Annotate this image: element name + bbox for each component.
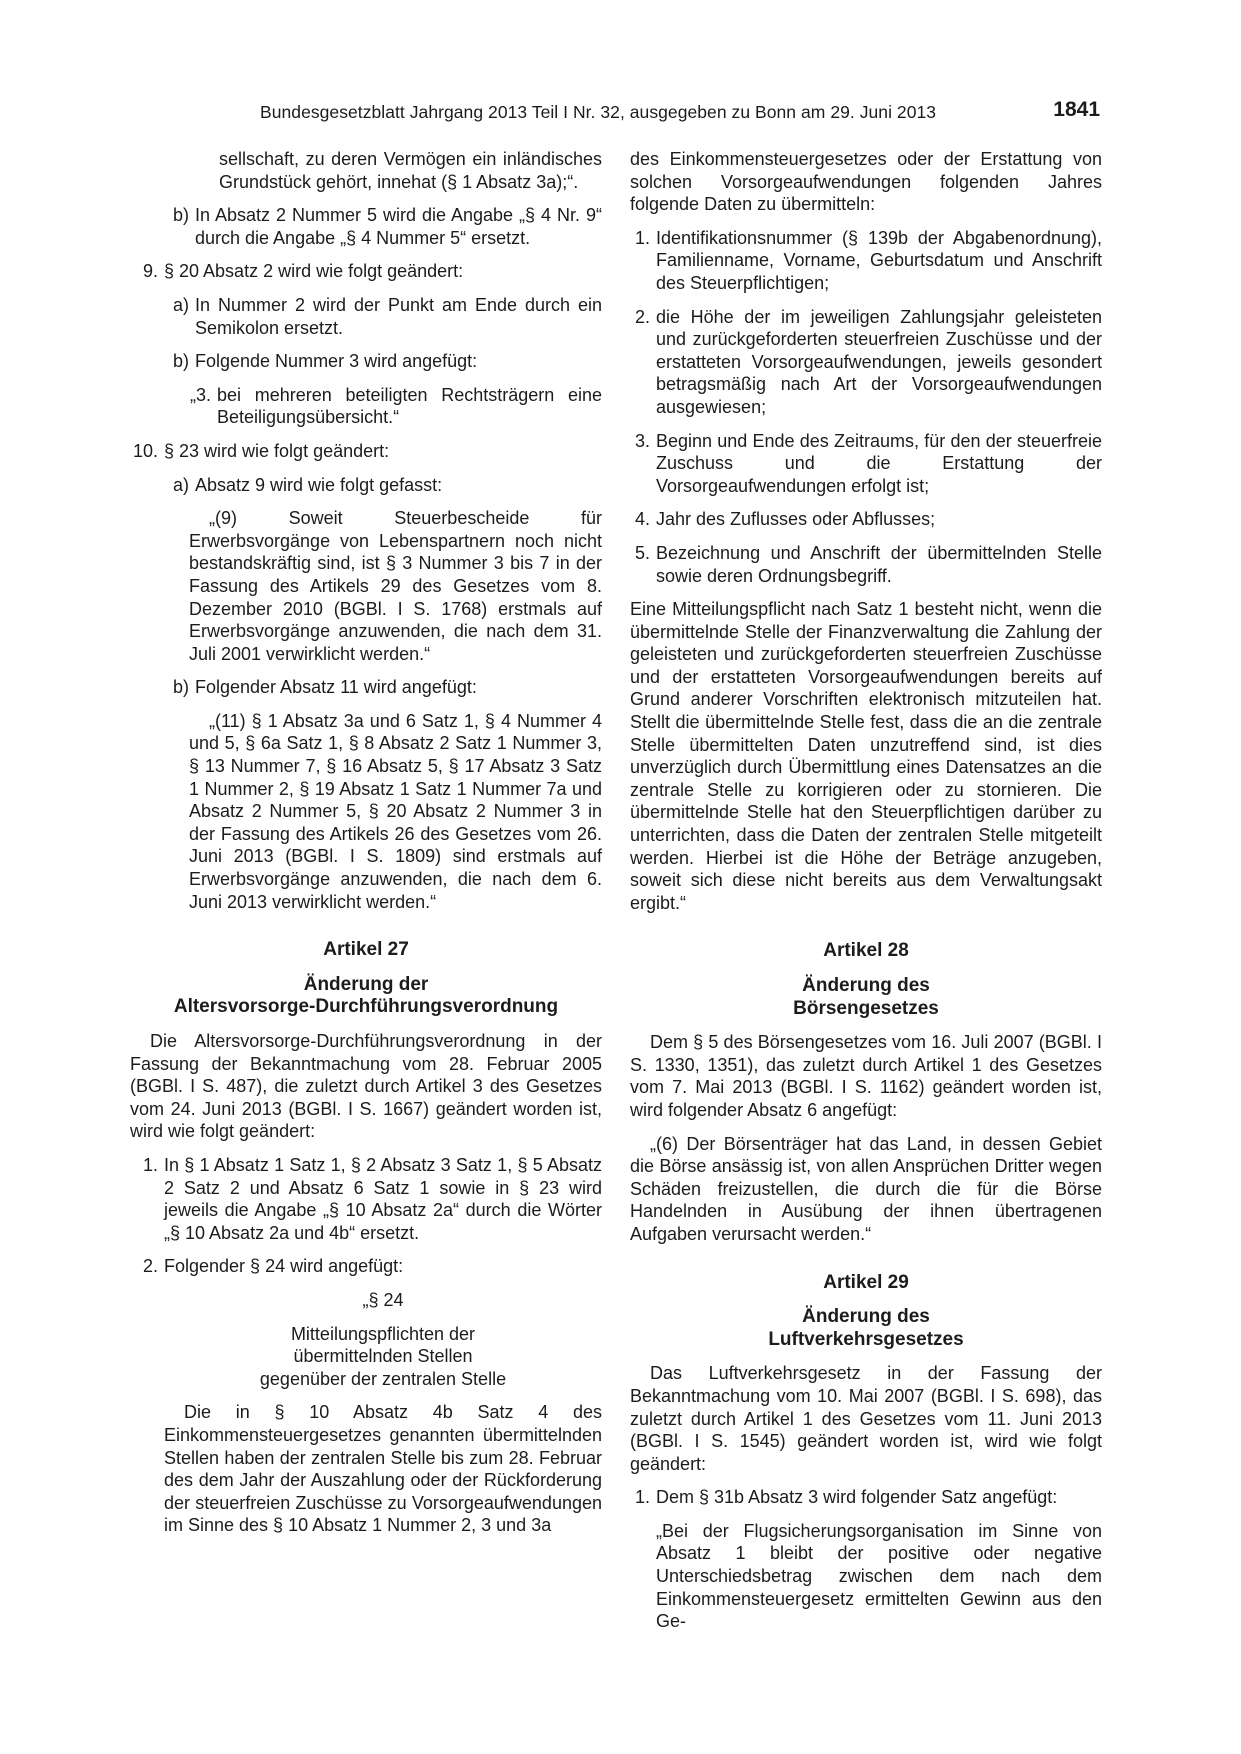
left-column [130, 148, 602, 1537]
closing-paragraph: Eine Mitteilungspflicht nach Satz 1 besteht nicht, wenn die übermittelnde Stelle der Finanzverwaltung die Zahlung der geleisteten und zurückgeforderten steuerfreien Zuschüsse und der erstatteten Vorsorgeaufwendungen bereits auf Grund anderer Vorschriften elektronisch mitzuteilen hat. Stellt die übermittelnde Stelle fest, dass die an die zentrale Stelle übermittelten Daten unzutreffend sind, ist dies unverzüglich durch Übermittlung eines Datensatzes an die zentrale Stelle zu korrigieren oder zu stornieren. Die übermittelnde Stelle hat den Steuerpflichtigen darüber zu unterrichten, dass die Daten der zentralen Stelle mitgeteilt werden. Hierbei ist die Höhe der Beträge anzugeben, soweit sich diese nicht bereits aus dem Verwaltungsakt ergibt.“ [630, 599, 1102, 913]
page-header [130, 98, 1100, 128]
continuation-text: sellschaft, zu deren Vermögen ein inländisches Grundstück gehört, innehat (§ 1 Absatz 3a);“. [219, 149, 602, 192]
list-item: a) In Nummer 2 wird der Punkt am Ende durch ein Semikolon ersetzt. [172, 294, 602, 338]
section-title: Mitteilungspflichten der übermittelnden Stellen gegenüber der zentralen Stelle [259, 1323, 507, 1389]
list-item: 1. Identifikationsnummer (§ 139b der Abgabenordnung), Familienname, Vorname, Geburtsdatum und Anschrift des Steuerpflichtigen; [634, 227, 1102, 293]
continuation-text: des Einkommensteuergesetzes oder der Erstattung von solchen Vorsorgeaufwendungen folgenden Jahres folgende Daten zu übermitteln: [630, 149, 1102, 215]
list-item: 1. In § 1 Absatz 1 Satz 1, § 2 Absatz 3 Satz 1, § 5 Absatz 2 Satz 2 und Absatz 6 Satz 1 sowie in § 23 wird jeweils die Angabe „§ 10 Absatz 2a“ durch die Wörter „§ 10 Absatz 2a und 4b“ ersetzt. [142, 1154, 602, 1243]
quoted-item: „3. bei mehreren beteiligten Rechtsträgern eine Beteiligungsübersicht.“ [189, 384, 602, 428]
list-item: a) Absatz 9 wird wie folgt gefasst: [172, 474, 443, 495]
list-item: 3. Beginn und Ende des Zeitraums, für den der steuerfreie Zuschuss und die Erstattung der Vorsorgeaufwendungen erfolgt ist; [634, 430, 1102, 496]
gazette-header-title: Bundesgesetzblatt Jahrgang 2013 Teil I Nr. 32, ausgegeben zu Bonn am 29. Juni 2013 [260, 102, 937, 122]
list-item: 9. § 20 Absatz 2 wird wie folgt geändert: [142, 261, 464, 282]
article-intro: Das Luftverkehrsgesetz in der Fassung der Bekanntmachung vom 10. Mai 2007 (BGBl. I S. 698), das zuletzt durch Artikel 1 des Gesetzes vom 11. Juni 2013 (BGBl. I S. 1545) geändert worden ist, wird wie folgt geändert: [630, 1363, 1102, 1474]
list-item: 2. die Höhe der im jeweiligen Zahlungsjahr geleisteten und zurückgeforderten steuerfreien Zuschüsse und der erstatteten Vorsorgeaufwendungen, jeweils gesondert betragsmäßig nach Art der Vorsorgeaufwendungen ausgewiesen; [634, 306, 1102, 417]
list-item: 4. Jahr des Zuflusses oder Abflusses; [634, 509, 936, 530]
quoted-paragraph: „(11) § 1 Absatz 3a und 6 Satz 1, § 4 Nummer 4 und 5, § 6a Satz 1, § 8 Absatz 2 Satz 1 Nummer 3, § 13 Nummer 7, § 16 Absatz 5, § 17 Absatz 3 Satz 1 Nummer 2, § 19 Absatz 1 Satz 1 Nummer 7a und Absatz 2 Nummer 5, § 20 Absatz 2 Nummer 3 in der Fassung des Artikels 26 des Gesetzes vom 26. Juni 2013 (BGBl. I S. 1809) sind erstmals auf Erwerbsvorgänge anzuwenden, die nach dem 6. Juni 2013 verwirklicht werden.“ [189, 710, 602, 912]
article-number: Artikel 27 [323, 939, 409, 961]
article-number: Artikel 28 [823, 940, 909, 962]
list-item: b) Folgender Absatz 11 wird angefügt: [172, 677, 477, 698]
list-item: b) In Absatz 2 Nummer 5 wird die Angabe „§ 4 Nr. 9“ durch die Angabe „§ 4 Nummer 5“ ersetzt. [172, 205, 602, 248]
list-item: 10. § 23 wird wie folgt geändert: [132, 440, 390, 461]
page-number: 1841 [1053, 98, 1100, 121]
article-title: Änderung des Börsengesetzes [793, 975, 939, 1019]
list-item: 5. Bezeichnung und Anschrift der übermittelnden Stelle sowie deren Ordnungsbegriff. [634, 542, 1102, 586]
article-intro: Die Altersvorsorge-Durchführungsverordnung in der Fassung der Bekanntmachung vom 28. Februar 2005 (BGBl. I S. 487), die zuletzt durch Artikel 3 des Gesetzes vom 24. Juni 2013 (BGBl. I S. 1667) geändert worden ist, wird wie folgt geändert: [130, 1031, 602, 1142]
article-title: Änderung der Altersvorsorge-Durchführungsverordnung [173, 973, 559, 1018]
article-number: Artikel 29 [823, 1271, 909, 1293]
article-intro: Dem § 5 des Börsengesetzes vom 16. Juli 2007 (BGBl. I S. 1330, 1351), das zuletzt durch Artikel 1 des Gesetzes vom 7. Mai 2013 (BGBl. I S. 1162) geändert worden ist, wird folgender Absatz 6 angefügt: [630, 1032, 1102, 1120]
section-body: Die in § 10 Absatz 4b Satz 4 des Einkommensteuergesetzes genannten übermittelnden Stellen haben der zentralen Stelle bis zum 28. Februar des dem Jahr der Auszahlung oder der Rückforderung der steuerfreien Zuschüsse zu Vorsorgeaufwendungen im Sinne des § 10 Absatz 1 Nummer 2, 3 und 3a [164, 1402, 602, 1536]
quoted-paragraph: „(9) Soweit Steuerbescheide für Erwerbsvorgänge von Lebenspartnern noch nicht bestandskräftig sind, ist § 3 Nummer 3 bis 7 in der Fassung des Artikels 29 des Gesetzes vom 8. Dezember 2010 (BGBl. I S. 1768) erstmals auf Erwerbsvorgänge anzuwenden, die nach dem 31. Juli 2001 verwirklicht werden.“ [189, 508, 602, 664]
section-number: „§ 24 [362, 1289, 404, 1310]
quoted-paragraph: „Bei der Flugsicherungsorganisation im Sinne von Absatz 1 bleibt der positive oder negative Unterschiedsbetrag zwischen dem nach dem Einkommensteuergesetz ermittelten Gewinn aus den Ge- [656, 1520, 1102, 1632]
quoted-paragraph: „(6) Der Börsenträger hat das Land, in dessen Gebiet die Börse ansässig ist, von allen Ansprüchen Dritter wegen Schäden freizustellen, die durch die für die Börse Handelnden in Ausübung der ihnen übertragenen Aufgaben verursacht werden.“ [630, 1133, 1102, 1244]
right-column [630, 148, 1102, 1633]
list-item: 1. Dem § 31b Absatz 3 wird folgender Satz angefügt: [634, 1487, 1058, 1508]
list-item: 2. Folgender § 24 wird angefügt: [142, 1256, 404, 1277]
article-title: Änderung des Luftverkehrsgesetzes [768, 1306, 964, 1350]
list-item: b) Folgende Nummer 3 wird angefügt: [172, 351, 478, 372]
